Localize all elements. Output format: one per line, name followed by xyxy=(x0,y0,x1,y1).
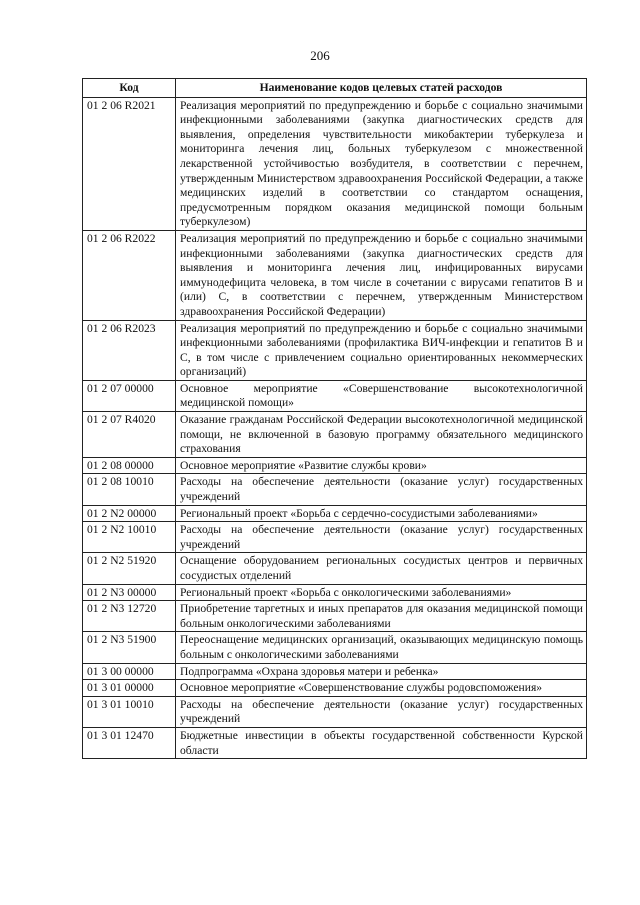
table-row xyxy=(83,412,587,458)
row-code: 01 3 01 12470 xyxy=(83,727,176,758)
row-code: 01 2 06 R2022 xyxy=(83,230,176,320)
row-name: Подпрограмма «Охрана здоровья матери и ребенка» xyxy=(176,663,587,680)
table-row xyxy=(83,320,587,380)
row-name: Переоснащение медицинских организаций, оказывающих медицинскую помощь больным с онкологическими заболеваниями xyxy=(176,632,587,663)
row-name: Бюджетные инвестиции в объекты государственной собственности Курской области xyxy=(176,727,587,758)
table-row xyxy=(83,457,587,474)
row-code: 01 2 06 R2021 xyxy=(83,97,176,230)
table-row xyxy=(83,474,587,505)
table-row xyxy=(83,522,587,553)
row-name: Оснащение оборудованием региональных сосудистых центров и первичных сосудистых отделений xyxy=(176,553,587,584)
row-code: 01 3 01 10010 xyxy=(83,696,176,727)
row-code: 01 3 00 00000 xyxy=(83,663,176,680)
table-row xyxy=(83,663,587,680)
row-name: Основное мероприятие «Совершенствование службы родовспоможения» xyxy=(176,680,587,697)
row-name: Оказание гражданам Российской Федерации высокотехнологичной медицинской помощи, не включенной в базовую программу обязательного медицинского страхования xyxy=(176,412,587,458)
row-code: 01 2 N3 00000 xyxy=(83,584,176,601)
row-name: Реализация мероприятий по предупреждению и борьбе с социально значимыми инфекционными заболеваниями (закупка диагностических средств для выявления, определения чувствительности микобактерии туберкулеза и мониторинга лечения лиц, больных туберкулезом с множественной лекарственной устойчивостью возбудителя, в соответствии с перечнем, утвержденным Министерством здравоохранения Российской Федерации, а также медицинских изделий в соответствии со стандартом оснащения, предусмотренным порядком оказания медицинской помощи больным туберкулезом) xyxy=(176,97,587,230)
row-code: 01 2 07 R4020 xyxy=(83,412,176,458)
table-row xyxy=(83,97,587,230)
row-name: Расходы на обеспечение деятельности (оказание услуг) государственных учреждений xyxy=(176,474,587,505)
row-code: 01 2 N2 10010 xyxy=(83,522,176,553)
budget-codes-table xyxy=(82,78,587,759)
table-row xyxy=(83,584,587,601)
table-row xyxy=(83,380,587,411)
row-name: Расходы на обеспечение деятельности (оказание услуг) государственных учреждений xyxy=(176,522,587,553)
row-code: 01 2 06 R2023 xyxy=(83,320,176,380)
row-name: Региональный проект «Борьба с сердечно-сосудистыми заболеваниями» xyxy=(176,505,587,522)
row-code: 01 3 01 00000 xyxy=(83,680,176,697)
row-code: 01 2 N3 51900 xyxy=(83,632,176,663)
table-header-row xyxy=(83,79,587,98)
column-header-name: Наименование кодов целевых статей расходов xyxy=(176,79,587,98)
row-code: 01 2 N3 12720 xyxy=(83,601,176,632)
column-header-code: Код xyxy=(83,79,176,98)
table-row xyxy=(83,696,587,727)
row-code: 01 2 08 10010 xyxy=(83,474,176,505)
row-name: Основное мероприятие «Совершенствование высокотехнологичной медицинской помощи» xyxy=(176,380,587,411)
row-name: Реализация мероприятий по предупреждению и борьбе с социально значимыми инфекционными заболеваниями (закупка диагностических средств для выявления и мониторинга лечения лиц, инфицированных вирусами иммунодефицита человека, в том числе в сочетании с вирусами гепатитов В и (или) С, в соответствии с перечнем, утвержденным Министерством здравоохранения Российской Федерации) xyxy=(176,230,587,320)
row-code: 01 2 N2 51920 xyxy=(83,553,176,584)
table-row xyxy=(83,727,587,758)
table-row xyxy=(83,230,587,320)
row-name: Расходы на обеспечение деятельности (оказание услуг) государственных учреждений xyxy=(176,696,587,727)
table-row xyxy=(83,601,587,632)
row-name: Приобретение таргетных и иных препаратов для оказания медицинской помощи больным онкологическими заболеваниями xyxy=(176,601,587,632)
row-name: Реализация мероприятий по предупреждению и борьбе с социально значимыми инфекционными заболеваниями (профилактика ВИЧ-инфекции и гепатитов В и С, в том числе с привлечением социально ориентированных некоммерческих организаций) xyxy=(176,320,587,380)
row-name: Основное мероприятие «Развитие службы крови» xyxy=(176,457,587,474)
table-row xyxy=(83,680,587,697)
row-code: 01 2 08 00000 xyxy=(83,457,176,474)
table-row xyxy=(83,632,587,663)
page-number: 206 xyxy=(310,48,330,63)
table-row xyxy=(83,505,587,522)
row-name: Региональный проект «Борьба с онкологическими заболеваниями» xyxy=(176,584,587,601)
row-code: 01 2 07 00000 xyxy=(83,380,176,411)
table-row xyxy=(83,553,587,584)
row-code: 01 2 N2 00000 xyxy=(83,505,176,522)
